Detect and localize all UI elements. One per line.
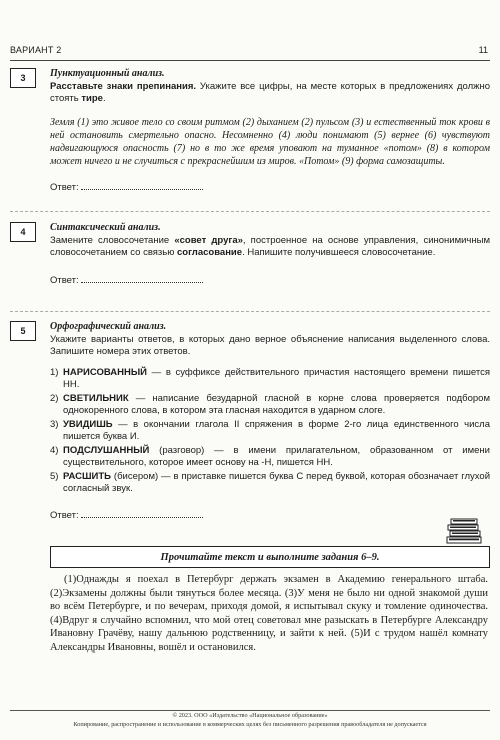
section-divider	[10, 311, 490, 312]
variant-label: ВАРИАНТ 2	[10, 45, 62, 55]
copyright-notice: Копирование, распространение и использование в коммерческих целях без письменного разрешения правообладателя не допускается	[73, 720, 427, 728]
task-5	[10, 321, 490, 522]
answer-label: Ответ:	[50, 509, 79, 521]
task-number-box: 3	[10, 68, 36, 88]
option-item: 2) СВЕТИЛЬНИК — написание безударной гласной в корне слова проверяется подбором однокоренного слова, в котором эта гласная находится в ударном слоге.	[50, 392, 490, 416]
task-title: Синтаксический анализ.	[50, 222, 161, 233]
answer-row: Ответ: .	[50, 274, 204, 286]
reading-passage: (1)Однажды я поехал в Петербург держать экзамен в Академию генерального штаба. (2)Экзамены должны были тянуться более месяца. (3)У меня не было ни одной знакомой души во всём Петербурге, и по вечерам, приходя домой, я испытывал скуку и томление одиночества. (4)Вдруг я случайно вспомнил, что мой отец советовал мне разыскать в Петербурге Александру Ивановну Грачёву, нашу дальнюю родственницу, и зайти к ней. (5)И с трудом нашёл комнату Александры Ивановны, вошёл и остановился.	[50, 574, 488, 653]
option-item: 3) УВИДИШЬ — в окончании глагола II спряжения в форме 2-го лица единственного числа пишется буква И.	[50, 418, 490, 442]
options-list	[50, 367, 490, 496]
task-instruction: Укажите варианты ответов, в которых дано верное объяснение написания выделенного слова. Запишите номера этих ответов.	[50, 333, 490, 357]
task-title: Орфографический анализ.	[50, 321, 167, 332]
footer-rule	[10, 710, 490, 711]
task-number-box: 4	[10, 222, 36, 242]
option-item: 1) НАРИСОВАННЫЙ — в суффиксе действительного причастия настоящего времени пишется НН.	[50, 366, 490, 390]
answer-field[interactable]	[81, 273, 201, 283]
answer-label: Ответ:	[50, 274, 79, 286]
answer-row: Ответ: .	[50, 181, 204, 193]
copyright-line: © 2023. ООО «Издательство «Национальное образование»	[172, 712, 328, 719]
page-header	[10, 45, 490, 61]
task-instruction: Расставьте знаки препинания. Укажите все цифры, на месте которых в предложениях должно стоять тире.	[50, 80, 490, 104]
task-3	[10, 68, 490, 194]
task-instruction: Замените словосочетание «совет друга», построенное на основе управления, синонимичным словосочетанием со связью согласование. Напишите получившееся словосочетание.	[50, 234, 490, 258]
answer-field[interactable]	[81, 180, 201, 190]
header-rule	[10, 60, 490, 61]
task-passage: Земля (1) это живое тело со своим ритмом (2) дыханием (2) пульсом (3) и естественный ток крови в ней остановить смертельно опасно. Несомненно (4) люди понимают (5) вернее (6) чувствуют надвигающуюся опасность (7) но в то же время уповают на туманное «потом» (8) в котором может ничего и не случиться с прекраснейшим из миров. «Потом» (9) форма самозащиты.	[50, 116, 490, 167]
option-item: 4) ПОДСЛУШАННЫЙ (разговор) — в имени прилагательном, образованном от имени существительного, которое имеет основу на -Н, пишется НН.	[50, 444, 490, 468]
page-number: 11	[478, 45, 488, 55]
answer-field[interactable]	[81, 508, 201, 518]
task-title: Пунктуационный анализ.	[50, 68, 165, 79]
reading-instruction-banner: Прочитайте текст и выполните задания 6–9.	[50, 546, 490, 568]
books-stack-icon	[445, 517, 485, 545]
section-divider	[10, 211, 490, 212]
task-number-box: 5	[10, 321, 36, 341]
answer-label: Ответ:	[50, 181, 79, 193]
option-item: 5) РАСШИТЬ (бисером) — в приставке пишется буква С перед буквой, которая обозначает глухой согласный звук.	[50, 470, 490, 494]
task-4	[10, 222, 490, 287]
page-footer	[10, 712, 490, 729]
answer-row: Ответ: .	[50, 509, 204, 521]
